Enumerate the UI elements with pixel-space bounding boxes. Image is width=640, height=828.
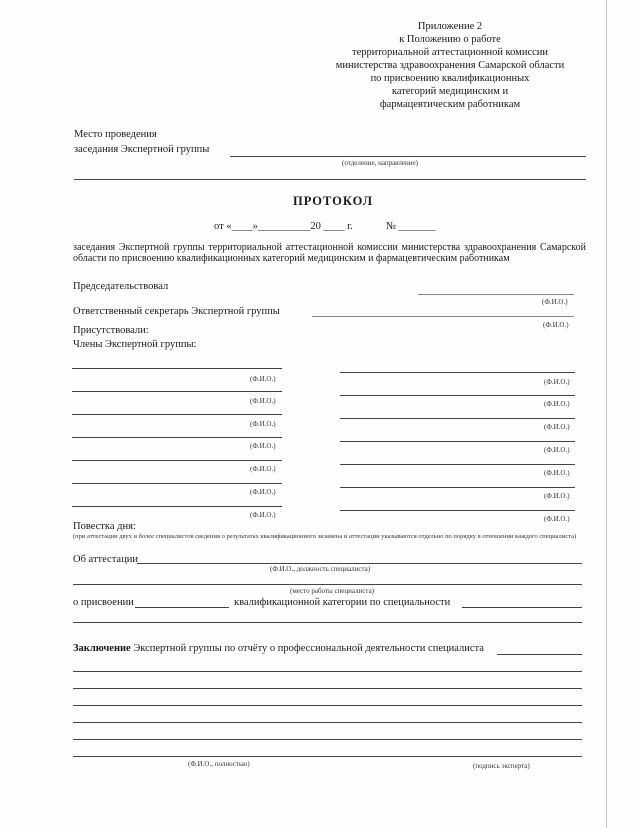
header-line: Приложение 2 bbox=[417, 21, 483, 32]
conclusion-line[interactable] bbox=[73, 739, 582, 740]
member-line[interactable] bbox=[340, 464, 575, 465]
agenda-label: Повестка дня: bbox=[73, 521, 136, 532]
member-hint: (Ф.И.О.) bbox=[544, 423, 570, 431]
conclusion-rest: Экспертной группы по отчёту о профессиональной деятельности специалиста bbox=[130, 643, 484, 654]
protocol-title: ПРОТОКОЛ bbox=[293, 194, 374, 208]
member-line[interactable] bbox=[340, 395, 575, 396]
member-line[interactable] bbox=[340, 418, 575, 419]
conclusion-line[interactable] bbox=[73, 705, 582, 706]
assign-specialty-line[interactable] bbox=[462, 607, 582, 608]
conclusion-bold: Заключение bbox=[73, 643, 131, 654]
member-hint: (Ф.И.О.) bbox=[250, 442, 276, 450]
place-label-1: Место проведения bbox=[74, 129, 157, 140]
conclusion-line[interactable] bbox=[73, 756, 582, 757]
place-hint: (отделение, направление) bbox=[342, 159, 418, 167]
place-label-2: заседания Экспертной группы bbox=[74, 144, 210, 155]
assign-line-2[interactable] bbox=[73, 622, 582, 623]
member-line[interactable] bbox=[340, 372, 575, 373]
member-line[interactable] bbox=[72, 368, 282, 369]
assign-category-line[interactable] bbox=[135, 607, 229, 608]
member-line[interactable] bbox=[72, 414, 282, 415]
assign-middle: квалификационной категории по специальности bbox=[234, 597, 451, 608]
conclusion-line[interactable] bbox=[73, 688, 582, 689]
conclusion-text bbox=[73, 642, 484, 655]
attestation-name-line[interactable] bbox=[137, 563, 582, 564]
attestation-work-line[interactable] bbox=[73, 584, 582, 585]
member-line[interactable] bbox=[72, 483, 282, 484]
protocol-date: от «____»__________20 ____ г. bbox=[214, 221, 353, 232]
member-line[interactable] bbox=[340, 510, 575, 511]
conclusion-line[interactable] bbox=[73, 671, 582, 672]
member-hint: (Ф.И.О.) bbox=[544, 469, 570, 477]
member-hint: (Ф.И.О.) bbox=[250, 465, 276, 473]
signature-name-hint: (Ф.И.О., полностью) bbox=[188, 760, 250, 768]
conclusion-line[interactable] bbox=[73, 722, 582, 723]
header-line: по присвоению квалификационных bbox=[370, 73, 530, 84]
header-line: к Положению о работе bbox=[399, 34, 501, 45]
attestation-label: Об аттестации bbox=[73, 554, 138, 565]
chair-field-line[interactable] bbox=[418, 294, 574, 295]
present-label: Присутствовали: bbox=[73, 325, 149, 336]
conclusion-line[interactable] bbox=[497, 654, 582, 655]
page-edge bbox=[606, 0, 607, 828]
appendix-header bbox=[300, 20, 600, 111]
member-line[interactable] bbox=[72, 506, 282, 507]
secretary-hint: (Ф.И.О.) bbox=[543, 321, 569, 329]
place-field-line-2[interactable] bbox=[74, 179, 586, 180]
member-hint: (Ф.И.О.) bbox=[544, 400, 570, 408]
place-field-line[interactable] bbox=[230, 156, 586, 157]
member-line[interactable] bbox=[72, 460, 282, 461]
protocol-number: № _______ bbox=[386, 221, 436, 232]
agenda-note: (при аттестации двух и более специалистов сведения о результатах квалификационного экзамена и аттестации указываются отдельно по порядку в отношении каждого специалиста) bbox=[73, 533, 577, 540]
chair-label: Председательствовал bbox=[73, 281, 169, 292]
chair-hint: (Ф.И.О.) bbox=[542, 298, 568, 306]
member-hint: (Ф.И.О.) bbox=[250, 375, 276, 383]
member-line[interactable] bbox=[72, 391, 282, 392]
member-hint: (Ф.И.О.) bbox=[544, 446, 570, 454]
secretary-field-line[interactable] bbox=[312, 316, 574, 317]
attestation-name-hint: (Ф.И.О., должность специалиста) bbox=[270, 565, 371, 573]
header-line: министерства здравоохранения Самарской области bbox=[335, 60, 565, 71]
member-hint: (Ф.И.О.) bbox=[544, 378, 570, 386]
header-line: территориальной аттестационной комиссии bbox=[351, 47, 549, 58]
member-hint: (Ф.И.О.) bbox=[544, 515, 570, 523]
members-label: Члены Экспертной группы: bbox=[73, 339, 197, 350]
member-line[interactable] bbox=[340, 487, 575, 488]
signature-sign-hint: (подпись эксперта) bbox=[473, 762, 530, 770]
header-line: категорий медицинским и bbox=[391, 86, 509, 97]
header-line: фармацевтическим работникам bbox=[379, 99, 521, 110]
member-hint: (Ф.И.О.) bbox=[544, 492, 570, 500]
member-line[interactable] bbox=[72, 437, 282, 438]
secretary-label: Ответственный секретарь Экспертной группы bbox=[73, 306, 280, 317]
assign-prefix: о присвоении bbox=[73, 597, 134, 608]
member-hint: (Ф.И.О.) bbox=[250, 511, 276, 519]
member-hint: (Ф.И.О.) bbox=[250, 420, 276, 428]
member-hint: (Ф.И.О.) bbox=[250, 397, 276, 405]
protocol-intro: заседания Экспертной группы территориальной аттестационной комиссии министерства здравоохранения Самарской области по присвоению квалификационных категорий медицинским и фармацевтическим работникам bbox=[73, 242, 586, 264]
member-line[interactable] bbox=[340, 441, 575, 442]
attestation-work-hint: (место работы специалиста) bbox=[290, 587, 375, 595]
member-hint: (Ф.И.О.) bbox=[250, 488, 276, 496]
